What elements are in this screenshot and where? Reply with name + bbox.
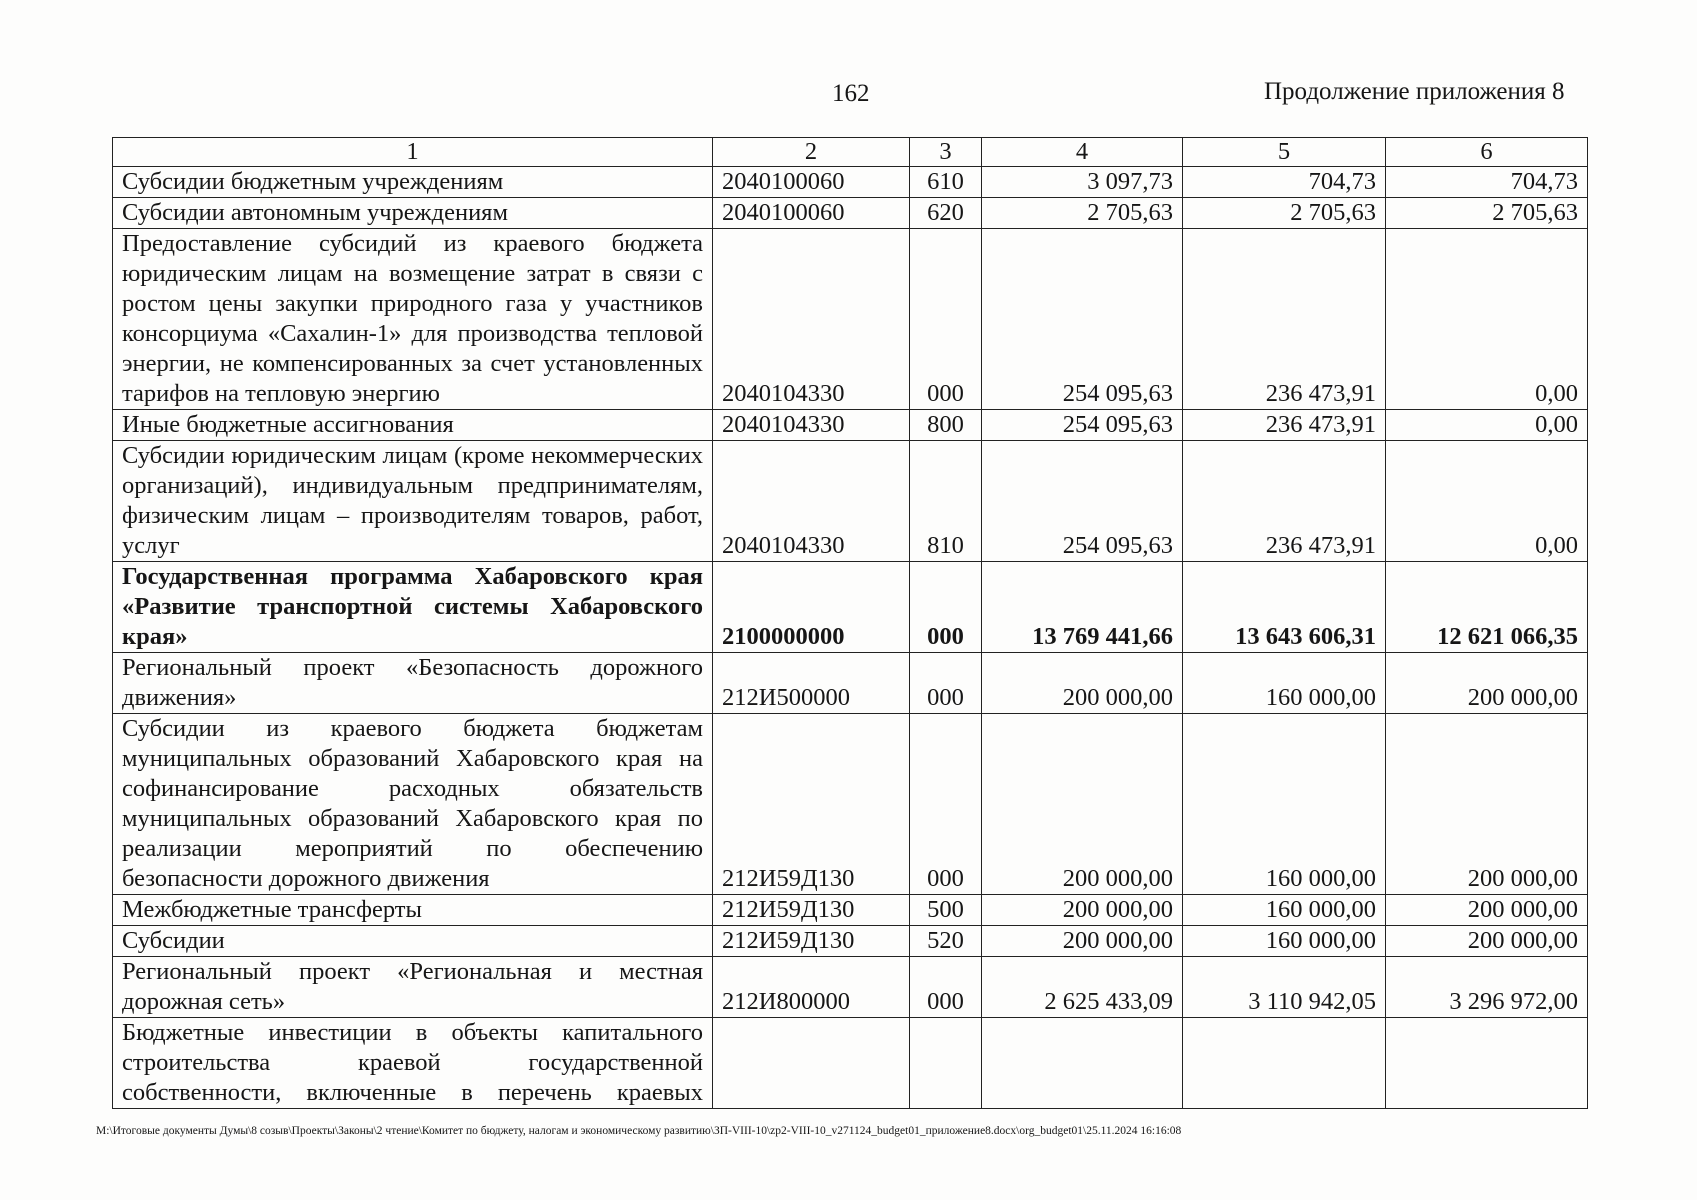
row-code: 2040100060 [713,198,910,229]
row-code: 212И59Д130 [713,895,910,926]
table-row [113,653,1588,714]
table-row [113,229,1588,410]
row-expense-type: 610 [910,167,982,198]
row-amount-col5: 160 000,00 [1183,926,1386,957]
row-amount-col6 [1386,1018,1588,1109]
row-amount-col4: 200 000,00 [982,926,1183,957]
row-amount-col4: 2 625 433,09 [982,957,1183,1018]
row-code [713,1018,910,1109]
row-amount-col4: 13 769 441,66 [982,562,1183,653]
row-amount-col4: 3 097,73 [982,167,1183,198]
table-row [113,926,1588,957]
row-amount-col5: 704,73 [1183,167,1386,198]
row-amount-col5: 160 000,00 [1183,653,1386,714]
row-amount-col6: 0,00 [1386,441,1588,562]
row-amount-col4: 254 095,63 [982,410,1183,441]
row-name: Субсидии [113,926,713,957]
row-amount-col6: 200 000,00 [1386,714,1588,895]
row-name: Бюджетные инвестиции в объекты капитального строительства краевой государственной собственности, включенные в перечень краевых [113,1018,713,1109]
row-amount-col6: 200 000,00 [1386,895,1588,926]
row-code: 2040104330 [713,410,910,441]
row-amount-col4: 254 095,63 [982,441,1183,562]
row-amount-col4: 200 000,00 [982,895,1183,926]
column-header: 1 [113,138,713,167]
row-expense-type: 810 [910,441,982,562]
table-row [113,167,1588,198]
row-amount-col6: 200 000,00 [1386,926,1588,957]
row-expense-type: 000 [910,714,982,895]
row-name: Субсидии автономным учреждениям [113,198,713,229]
row-expense-type: 000 [910,957,982,1018]
row-amount-col5: 160 000,00 [1183,714,1386,895]
table-row [113,198,1588,229]
table-header-row [113,138,1588,167]
row-amount-col6: 12 621 066,35 [1386,562,1588,653]
row-amount-col5: 13 643 606,31 [1183,562,1386,653]
row-amount-col5: 236 473,91 [1183,441,1386,562]
row-code: 2040104330 [713,441,910,562]
row-expense-type: 500 [910,895,982,926]
row-expense-type: 800 [910,410,982,441]
row-expense-type: 620 [910,198,982,229]
table-row-program [113,562,1588,653]
row-code: 212И59Д130 [713,926,910,957]
row-amount-col6: 200 000,00 [1386,653,1588,714]
row-name: Региональный проект «Региональная и местная дорожная сеть» [113,957,713,1018]
table-row [113,957,1588,1018]
row-amount-col6: 0,00 [1386,410,1588,441]
column-header: 2 [713,138,910,167]
row-amount-col5: 3 110 942,05 [1183,957,1386,1018]
row-amount-col4 [982,1018,1183,1109]
row-name: Субсидии юридическим лицам (кроме некоммерческих организаций), индивидуальным предпринимателям, физическим лицам – производителям товаров, работ, услуг [113,441,713,562]
row-amount-col6: 2 705,63 [1386,198,1588,229]
row-name: Субсидии из краевого бюджета бюджетам муниципальных образований Хабаровского края на софинансирование расходных обязательств муниципальных образований Хабаровского края по реализации мероприятий по обеспечению безопасности дорожного движения [113,714,713,895]
row-amount-col5 [1183,1018,1386,1109]
column-header: 5 [1183,138,1386,167]
row-code: 212И800000 [713,957,910,1018]
row-expense-type: 000 [910,229,982,410]
column-header: 3 [910,138,982,167]
row-amount-col5: 236 473,91 [1183,229,1386,410]
row-expense-type: 000 [910,653,982,714]
row-amount-col6: 704,73 [1386,167,1588,198]
row-amount-col5: 236 473,91 [1183,410,1386,441]
appendix-title: Продолжение приложения 8 [1264,78,1565,105]
row-code: 212И500000 [713,653,910,714]
row-amount-col5: 2 705,63 [1183,198,1386,229]
table-row [113,1018,1588,1109]
row-expense-type: 000 [910,562,982,653]
row-code: 2040100060 [713,167,910,198]
row-code: 2040104330 [713,229,910,410]
column-header: 4 [982,138,1183,167]
table-row [113,410,1588,441]
row-amount-col6: 3 296 972,00 [1386,957,1588,1018]
row-name: Субсидии бюджетным учреждениям [113,167,713,198]
budget-table [112,137,1588,1109]
row-name: Государственная программа Хабаровского края «Развитие транспортной системы Хабаровского края» [113,562,713,653]
row-expense-type: 520 [910,926,982,957]
row-name: Предоставление субсидий из краевого бюджета юридическим лицам на возмещение затрат в связи с ростом цены закупки природного газа у участников консорциума «Сахалин-1» для производства тепловой энергии, не компенсированных за счет установленных тарифов на тепловую энергию [113,229,713,410]
row-name: Межбюджетные трансферты [113,895,713,926]
row-amount-col4: 254 095,63 [982,229,1183,410]
footer-file-path: M:\Итоговые документы Думы\8 созыв\Проекты\Законы\2 чтение\Комитет по бюджету, налогам и экономическому развитию\ЗП-VIII-10\zp2-VIII-10_v271124_budget01_приложение8.docx\org_budget01\25.11.2024 16:16:08 [96,1125,1182,1137]
row-code: 2100000000 [713,562,910,653]
page-number: 162 [832,80,870,107]
row-amount-col4: 2 705,63 [982,198,1183,229]
table-row [113,895,1588,926]
row-amount-col4: 200 000,00 [982,653,1183,714]
table-row [113,714,1588,895]
row-code: 212И59Д130 [713,714,910,895]
row-name: Иные бюджетные ассигнования [113,410,713,441]
row-amount-col5: 160 000,00 [1183,895,1386,926]
row-amount-col4: 200 000,00 [982,714,1183,895]
row-amount-col6: 0,00 [1386,229,1588,410]
column-header: 6 [1386,138,1588,167]
table-row [113,441,1588,562]
row-expense-type [910,1018,982,1109]
row-name: Региональный проект «Безопасность дорожного движения» [113,653,713,714]
